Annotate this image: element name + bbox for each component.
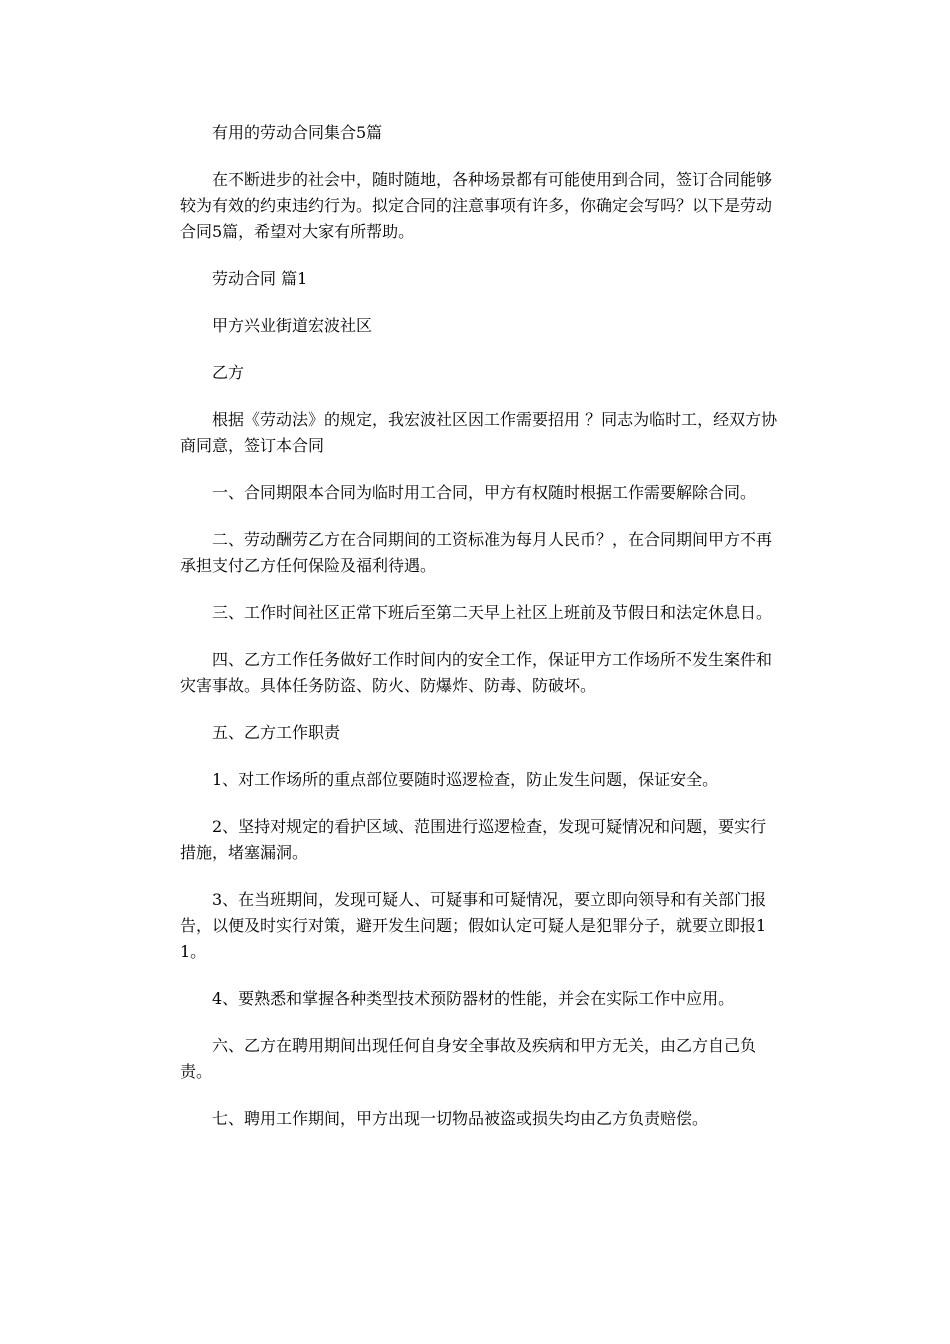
clause-1: 一、合同期限本合同为临时用工合同，甲方有权随时根据工作需要解除合同。 <box>212 483 757 502</box>
party-b-line: 乙方 <box>212 363 245 382</box>
clause-3: 三、工作时间社区正常下班后至第二天早上社区上班前及节假日和法定休息日。 <box>212 603 773 622</box>
duty-4: 4、要熟悉和掌握各种类型技术预防器材的性能，并会在实际工作中应用。 <box>212 989 735 1008</box>
duty-1: 1、对工作场所的重点部位要随时巡逻检查，防止发生问题，保证安全。 <box>212 770 719 789</box>
document-title: 有用的劳动合同集合5篇 <box>212 123 383 142</box>
clause-6: 六、乙方在聘用期间出现任何自身安全事故及疾病和甲方无关，由乙方自己负责。 <box>180 1036 757 1081</box>
preamble-paragraph: 根据《劳动法》的规定，我宏波社区因工作需要招用 ？同志为临时工，经双方协商同意，签订本合同 <box>180 410 778 455</box>
clause-7: 七、聘用工作期间，甲方出现一切物品被盗或损失均由乙方负责赔偿。 <box>212 1109 709 1128</box>
duty-2: 2、坚持对规定的看护区域、范围进行巡逻检查，发现可疑情况和问题，要实行措施，堵塞漏洞。 <box>180 817 767 862</box>
document-body <box>180 120 780 1153</box>
section-heading: 劳动合同 篇1 <box>212 269 308 288</box>
clause-4: 四、乙方工作任务做好工作时间内的安全工作，保证甲方工作场所不发生案件和灾害事故。具体任务防盗、防火、防爆炸、防毒、防破坏。 <box>180 650 773 695</box>
clause-2: 二、劳动酬劳乙方在合同期间的工资标准为每月人民币？，在合同期间甲方不再承担支付乙方任何保险及福利待遇。 <box>180 530 773 575</box>
party-a-line: 甲方兴业街道宏波社区 <box>212 316 373 335</box>
clause-5: 五、乙方工作职责 <box>212 723 341 742</box>
intro-paragraph: 在不断进步的社会中，随时随地，各种场景都有可能使用到合同，签订合同能够较为有效的约束违约行为。拟定合同的注意事项有许多，你确定会写吗？以下是劳动合同5篇，希望对大家有所帮助。 <box>180 170 773 241</box>
duty-3: 3、在当班期间，发现可疑人、可疑事和可疑情况，要立即向领导和有关部门报告，以便及时实行对策，避开发生问题；假如认定可疑人是犯罪分子，就要立即报11。 <box>180 890 767 961</box>
